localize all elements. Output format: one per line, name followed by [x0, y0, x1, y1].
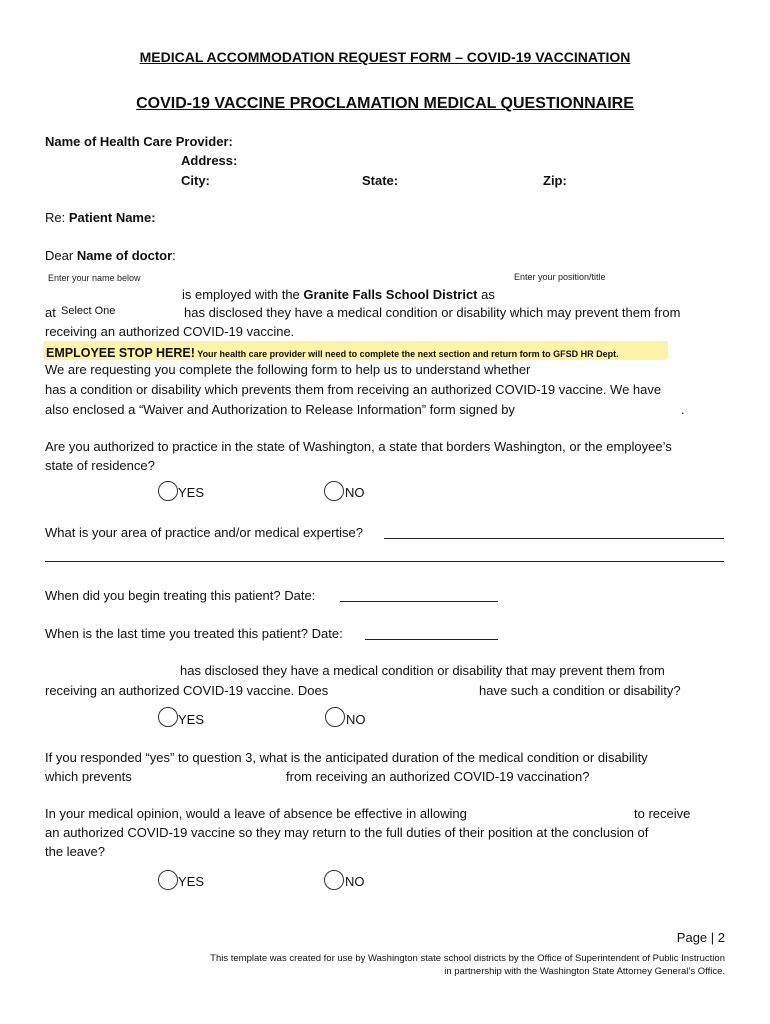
q6-employee-field[interactable] — [495, 805, 630, 821]
q1-no-radio[interactable] — [324, 481, 344, 501]
q6-line-2: an authorized COVID-19 vaccine so they may return to the full duties of their position at the conclusion of — [45, 825, 649, 840]
at-label: at — [45, 305, 56, 320]
district-name: Granite Falls School District — [303, 287, 478, 302]
q1-yes-radio[interactable] — [158, 481, 178, 501]
q2-answer-line-1[interactable] — [384, 538, 724, 539]
provider-zip-label: Zip: — [543, 173, 567, 188]
q4-line-2b: have such a condition or disability? — [479, 683, 681, 698]
intro-employee-field[interactable] — [545, 361, 720, 377]
q3-last-date-line[interactable] — [365, 639, 498, 640]
intro-line-2: has a condition or disability which prevents them from receiving an authorized COVID-19 vaccine. We have — [45, 382, 662, 397]
q3-begin-text: When did you begin treating this patient? Date: — [45, 588, 316, 603]
q2-answer-line-2[interactable] — [45, 561, 724, 562]
stop-label: EMPLOYEE STOP HERE! — [46, 346, 195, 360]
intro-line-3: also enclosed a “Waiver and Authorization to Release Information” form signed by — [45, 402, 515, 417]
q4-yes-radio[interactable] — [158, 707, 178, 727]
provider-state-field[interactable] — [405, 172, 535, 188]
provider-name-label: Name of Health Care Provider: — [45, 134, 233, 149]
q1-line-2: state of residence? — [45, 458, 155, 473]
intro-signed-by-field[interactable] — [550, 401, 678, 417]
intro-period: . — [681, 402, 685, 417]
provider-city-field[interactable] — [215, 172, 355, 188]
q5-line-1: If you responded “yes” to question 3, what is the anticipated duration of the medical condition or disability — [45, 750, 648, 765]
location-select[interactable]: Select One — [61, 305, 116, 317]
disclosed-text-2: receiving an authorized COVID-19 vaccine. — [45, 324, 295, 339]
q4-line-1: has disclosed they have a medical condition or disability that may prevent them from — [180, 663, 665, 678]
employment-line — [182, 287, 495, 302]
re-label: Re: — [45, 210, 66, 225]
q6-yes-radio[interactable] — [158, 870, 178, 890]
stop-notice — [46, 344, 619, 362]
q4-yes-label: YES — [178, 712, 205, 727]
provider-name-field[interactable] — [250, 133, 720, 149]
page-number: Page | 2 — [676, 930, 725, 945]
q4-line-2a: receiving an authorized COVID-19 vaccine. Does — [45, 683, 329, 698]
q3-last-text: When is the last time you treated this patient? Date: — [45, 626, 343, 641]
doctor-name-field[interactable] — [190, 247, 720, 263]
employed-as-text: as — [481, 287, 495, 302]
q6-yes-label: YES — [178, 874, 205, 889]
stop-text: Your health care provider will need to complete the next section and return form to GFSD HR Dept. — [194, 349, 619, 359]
q5-line-2b: from receiving an authorized COVID-19 vaccination? — [286, 769, 590, 784]
q4-no-label: NO — [346, 712, 366, 727]
q4-no-radio[interactable] — [325, 707, 345, 727]
provider-city-label: City: — [181, 173, 210, 188]
q4-employee-field-2[interactable] — [345, 682, 475, 698]
patient-name-field[interactable] — [165, 209, 720, 225]
q4-employee-field[interactable] — [45, 662, 175, 678]
q6-line-3: the leave? — [45, 844, 105, 859]
form-title: MEDICAL ACCOMMODATION REQUEST FORM – COVID-19 VACCINATION — [139, 49, 631, 65]
footer-line-2: in partnership with the Washington State Attorney General’s Office. — [444, 966, 725, 977]
q1-no-label: NO — [345, 485, 365, 500]
q6-no-label: NO — [345, 874, 365, 889]
provider-zip-field[interactable] — [572, 172, 722, 188]
q6-no-radio[interactable] — [324, 870, 344, 890]
q1-line-1: Are you authorized to practice in the state of Washington, a state that borders Washington, or the employee’s — [45, 439, 672, 454]
disclosed-text: has disclosed they have a medical condition or disability which may prevent them from — [184, 305, 681, 320]
provider-address-label: Address: — [181, 153, 238, 168]
q5-answer-field[interactable] — [45, 788, 724, 804]
intro-line-1: We are requesting you complete the following form to help us to understand whether — [45, 362, 531, 377]
q1-yes-label: YES — [178, 485, 205, 500]
patient-name-label: Patient Name: — [68, 210, 156, 225]
greeting-line — [45, 248, 176, 263]
q6-line-1b: to receive — [634, 806, 691, 821]
employee-position-placeholder[interactable]: Enter your position/title — [514, 272, 606, 282]
patient-line — [45, 210, 156, 225]
q3-begin-date-line[interactable] — [340, 601, 498, 602]
greeting-colon: : — [172, 248, 176, 263]
employed-text: is employed with the — [182, 287, 300, 302]
q6-line-1a: In your medical opinion, would a leave of absence be effective in allowing — [45, 806, 467, 821]
provider-state-label: State: — [362, 173, 399, 188]
dear-text: Dear — [45, 248, 74, 263]
questionnaire-title: COVID-19 VACCINE PROCLAMATION MEDICAL QUESTIONNAIRE — [136, 95, 634, 112]
q5-employee-field[interactable] — [140, 768, 282, 784]
q2-text: What is your area of practice and/or medical expertise? — [45, 525, 363, 540]
provider-address-field[interactable] — [243, 152, 723, 168]
doctor-name-label: Name of doctor — [76, 248, 173, 263]
footer-line-1: This template was created for use by Washington state school districts by the Office of Superintendent of Public Instruction — [210, 953, 725, 964]
employee-name-placeholder[interactable]: Enter your name below — [48, 273, 141, 283]
q5-line-2a: which prevents — [45, 769, 132, 784]
